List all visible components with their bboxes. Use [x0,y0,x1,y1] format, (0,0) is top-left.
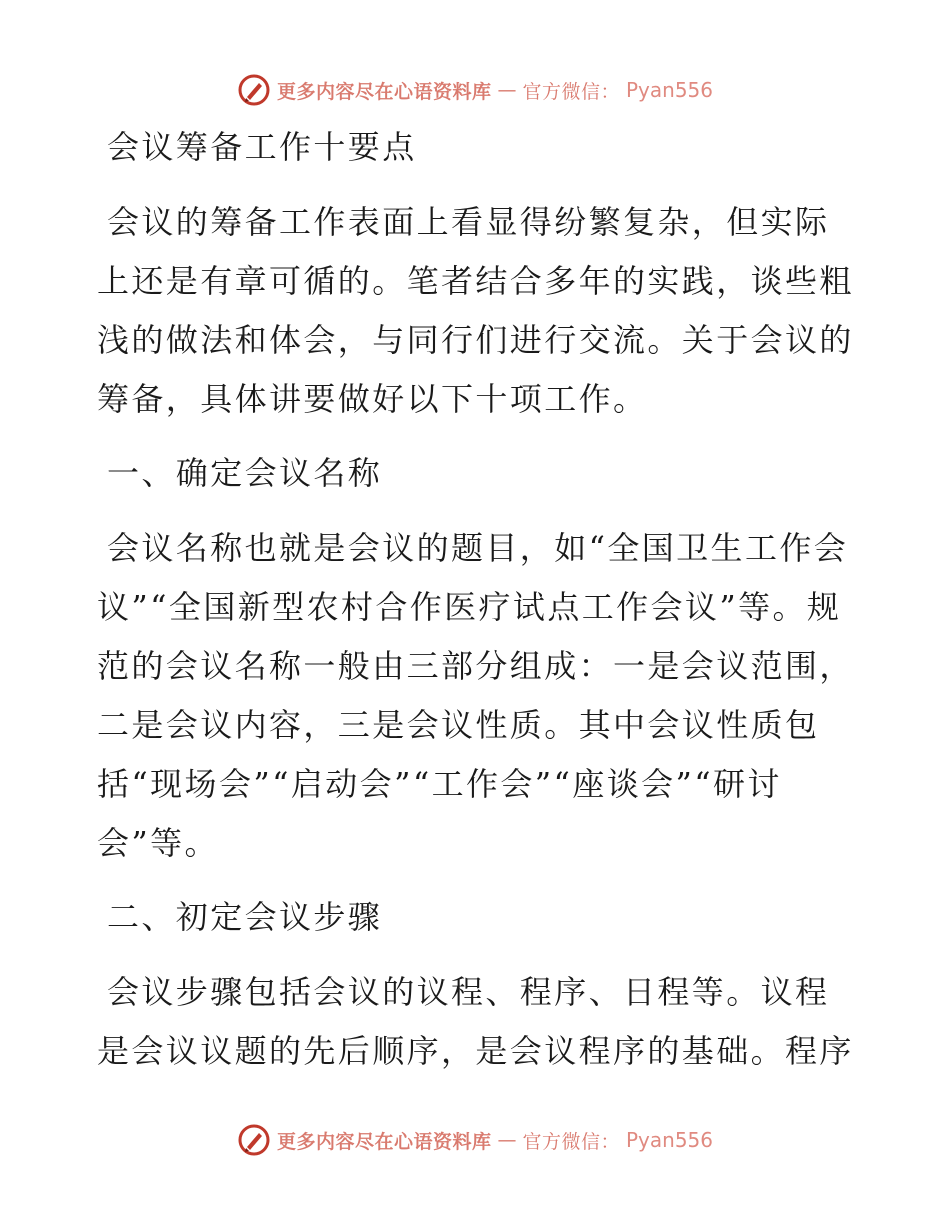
section-1-heading: 一、确定会议名称 [107,454,383,492]
header-banner [0,70,950,110]
wechat-label: 官方微信： [522,1130,620,1153]
document-title: 会议筹备工作十要点 [107,128,417,166]
banner-separator: — [497,79,517,101]
wechat-id: Pyan556 [626,1128,714,1152]
section-1-paragraph: 会议名称也就是会议的题目，如“全国卫生工作会议”“全国新型农村合作医疗试点工作会议”等。规范的会议名称一般由三部分组成：一是会议范围，二是会议内容，三是会议性质。其中会议性质包括“现场会”“启动会”“工作会”“座谈会”“研讨会”等。 [97,529,854,862]
pen-logo-icon [237,1123,271,1157]
site-name: 更多内容尽在心语资料库 [276,1130,492,1153]
banner-separator: — [497,1129,517,1151]
footer-banner [0,1120,950,1160]
wechat-label: 官方微信： [522,80,620,103]
intro-paragraph: 会议的筹备工作表面上看显得纷繁复杂，但实际上还是有章可循的。笔者结合多年的实践，谈些粗浅的做法和体会，与同行们进行交流。关于会议的筹备，具体讲要做好以下十项工作。 [97,203,854,418]
section-2-paragraph: 会议步骤包括会议的议程、程序、日程等。议程是会议议题的先后顺序，是会议程序的基础。程序 [97,973,854,1070]
site-name: 更多内容尽在心语资料库 [276,80,492,103]
document-body [97,118,857,1096]
section-2-heading: 二、初定会议步骤 [107,898,383,936]
pen-logo-icon [237,73,271,107]
wechat-id: Pyan556 [626,78,714,102]
